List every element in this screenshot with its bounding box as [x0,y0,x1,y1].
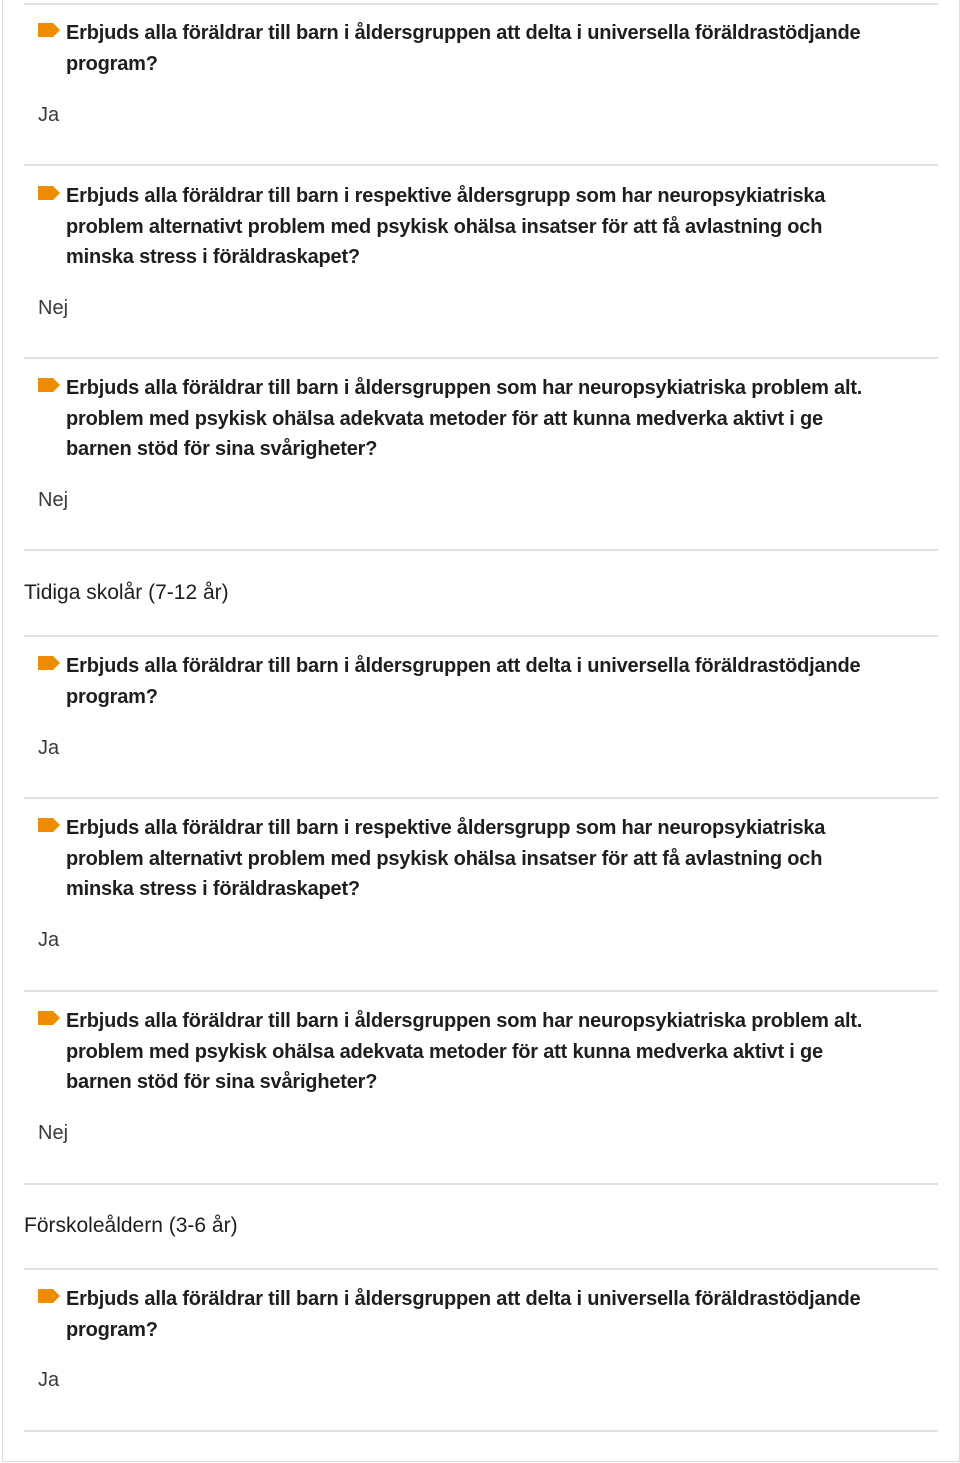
answer-value: Nej [38,297,69,319]
tag-icon [38,378,60,392]
answer-value: Ja [38,1369,60,1391]
tag-icon [38,818,60,832]
divider [24,357,938,359]
divider [24,1268,938,1270]
question-text: Erbjuds alla föräldrar till barn i åldersgruppen att delta i universella föräldrastödjande program? [66,22,861,75]
answer-value: Nej [38,1122,69,1144]
divider [24,3,938,5]
divider [24,1430,938,1432]
divider [24,1183,938,1185]
answer-value: Ja [38,104,60,126]
divider [24,549,938,551]
question-item [38,373,888,465]
question-text: Erbjuds alla föräldrar till barn i respektive åldersgrupp som har neuropsykiatriska problem alternativt problem med psykisk ohälsa insatser för att få avlastning och minska stress i föräldraskapet? [66,817,826,901]
tag-icon [38,1289,60,1303]
question-item [38,651,888,712]
section-heading: Tidiga skolår (7-12 år) [24,581,229,604]
question-text: Erbjuds alla föräldrar till barn i åldersgruppen att delta i universella föräldrastödjande program? [66,1288,861,1341]
question-item [38,1284,888,1345]
section-heading: Förskoleåldern (3-6 år) [24,1214,238,1237]
question-item [38,181,888,273]
divider [24,797,938,799]
question-text: Erbjuds alla föräldrar till barn i respektive åldersgrupp som har neuropsykiatriska problem alternativt problem med psykisk ohälsa insatser för att få avlastning och minska stress i föräldraskapet? [66,185,826,269]
divider [24,164,938,166]
answer-value: Nej [38,489,69,511]
tag-icon [38,656,60,670]
divider [24,635,938,637]
tag-icon [38,1011,60,1025]
question-text: Erbjuds alla föräldrar till barn i åldersgruppen som har neuropsykiatriska problem alt. problem med psykisk ohälsa adekvata metoder för att kunna medverka aktivt i ge barnen stöd för sina svårigheter? [66,1010,863,1094]
answer-value: Ja [38,737,60,759]
question-item [38,1006,888,1098]
question-item [38,18,888,79]
question-text: Erbjuds alla föräldrar till barn i åldersgruppen som har neuropsykiatriska problem alt. problem med psykisk ohälsa adekvata metoder för att kunna medverka aktivt i ge barnen stöd för sina svårigheter? [66,377,863,461]
question-text: Erbjuds alla föräldrar till barn i åldersgruppen att delta i universella föräldrastödjande program? [66,655,861,708]
question-item [38,813,888,905]
tag-icon [38,23,60,37]
answer-value: Ja [38,929,60,951]
divider [24,990,938,992]
tag-icon [38,186,60,200]
